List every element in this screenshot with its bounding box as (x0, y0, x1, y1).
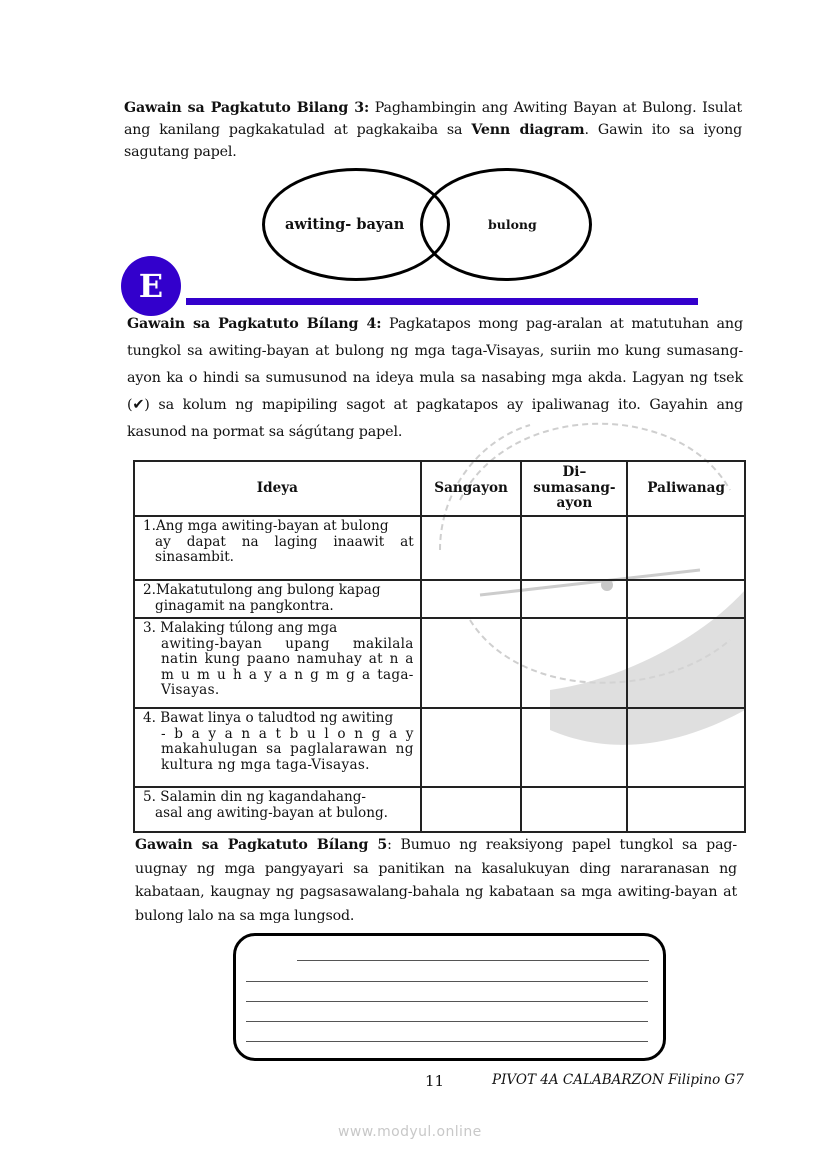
di-sumasang-ayon-cell-5[interactable] (521, 787, 627, 832)
footer-title: PIVOT 4A CALABARZON Filipino G7 (492, 1072, 744, 1088)
activity-4-instructions (127, 311, 743, 446)
activity-5-text: : Bumuo ng reaksiyong papel tungkol sa pag-uugnay ng mga pangyayari sa panitikan na kasalukuyan ding nararanasan ng kabataan, kaugnay ng pagsasawalang-bahala ng kabataan sa mga awiting-bayan at bulong lalo na sa mga lungsod. (135, 837, 737, 924)
page-number: 11 (425, 1072, 445, 1090)
ideya-table (133, 460, 746, 833)
writing-line-4[interactable] (246, 1021, 648, 1022)
idea-cell-5: 5. Salamin din ng kagandahang- asal ang awiting-bayan at bulong. (134, 787, 421, 832)
venn-left-label: awiting- bayan (285, 216, 405, 233)
table-header-row (134, 461, 745, 516)
section-e-badge: E (121, 256, 181, 316)
activity-4-text: Pagkatapos mong pag-aralan at matutuhan ang tungkol sa awiting-bayan at bulong ng mga taga-Visayas, suriin mo kung sumasang-ayon ka o hindi sa sumusunod na ideya mula sa nasabing mga akda. Lagyan ng tsek (✔) sa kolum ng mapipiling sagot at pagkatapos ay ipaliwanag ito. Gayahin ang kasunod na pormat sa ságútang papel. (127, 316, 743, 440)
header-paliwanag: Paliwanag (627, 461, 745, 516)
table-row (134, 708, 745, 787)
idea-cell-1: 1.Ang mga awiting-bayan at bulong ay dapat na laging inaawit at sinasambit. (134, 516, 421, 580)
activity-4-heading: Gawain sa Pagkatuto Bílang 4: (127, 316, 382, 332)
activity-3-text-a: Paghambingin ang Awiting Bayan at Bulong. Isulat ang kanilang pagkakatulad at pagkakaiba sa (124, 100, 743, 138)
header-sangayon: Sangayon (421, 461, 522, 516)
activity-5-instructions (135, 834, 737, 928)
writing-line-3[interactable] (246, 1001, 648, 1002)
di-sumasang-ayon-cell-1[interactable] (521, 516, 627, 580)
sangayon-cell-4[interactable] (421, 708, 522, 787)
activity-3-text-b: . Gawin ito sa iyong sagutang papel. (124, 122, 743, 160)
sangayon-cell-5[interactable] (421, 787, 522, 832)
paliwanag-cell-1[interactable] (627, 516, 745, 580)
sangayon-cell-1[interactable] (421, 516, 522, 580)
paliwanag-cell-4[interactable] (627, 708, 745, 787)
writing-line-5[interactable] (246, 1041, 648, 1042)
activity-3-instructions (124, 97, 742, 163)
sangayon-cell-2[interactable] (421, 580, 522, 618)
venn-right-label: bulong (488, 217, 537, 232)
sangayon-cell-3[interactable] (421, 618, 522, 708)
paliwanag-cell-3[interactable] (627, 618, 745, 708)
table-row (134, 580, 745, 618)
di-sumasang-ayon-cell-2[interactable] (521, 580, 627, 618)
paliwanag-cell-2[interactable] (627, 580, 745, 618)
paliwanag-cell-5[interactable] (627, 787, 745, 832)
venn-diagram-emphasis: Venn diagram (471, 122, 585, 138)
activity-3-heading: Gawain sa Pagkatuto Bilang 3: (124, 100, 370, 116)
table-row (134, 618, 745, 708)
writing-line-2[interactable] (246, 981, 648, 982)
idea-cell-3: 3. Malaking túlong ang mga awiting-bayan upang makilala natin kung paano namuhay at n a m u m u h a y a n g m g a taga-Visayas. (134, 618, 421, 708)
di-sumasang-ayon-cell-4[interactable] (521, 708, 627, 787)
table-row (134, 787, 745, 832)
writing-line-1[interactable] (297, 960, 649, 961)
table-row (134, 516, 745, 580)
header-di-sumasang-ayon: Di– sumasang- ayon (521, 461, 627, 516)
di-sumasang-ayon-cell-3[interactable] (521, 618, 627, 708)
activity-5-heading: Gawain sa Pagkatuto Bílang 5 (135, 837, 388, 853)
idea-cell-2: 2.Makatutulong ang bulong kapag ginagamit na pangkontra. (134, 580, 421, 618)
website-watermark: www.modyul.online (338, 1124, 482, 1140)
header-ideya: Ideya (134, 461, 421, 516)
idea-cell-4: 4. Bawat linya o taludtod ng awiting - b a y a n a t b u l o n g a y makahulugan sa paglalarawan ng kultura ng mga taga-Visayas. (134, 708, 421, 787)
section-divider-bar (186, 298, 698, 305)
